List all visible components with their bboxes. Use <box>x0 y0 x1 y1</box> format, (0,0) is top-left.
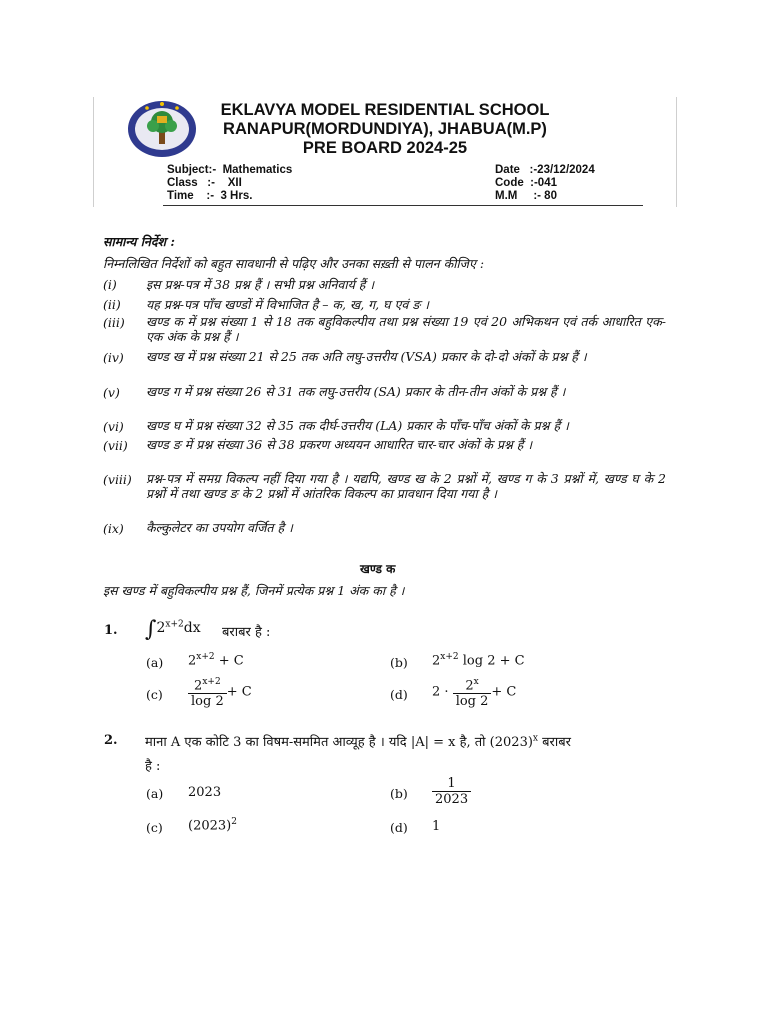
school-name-line2: RANAPUR(MORDUNDIYA), JHABUA(M.P) <box>223 120 547 138</box>
instruction-number: (vi) <box>103 419 124 434</box>
date-label: Date :-23/12/2024 <box>495 164 595 176</box>
instruction-text: यह प्रश्न-पत्र पाँच खण्डों में विभाजित है – क, ख, ग, घ एवं ङ । <box>146 297 429 312</box>
school-logo <box>127 100 197 158</box>
question-2-line1: माना A एक कोटि 3 का विषम-सममित आव्यूह है । यदि |A| = x है, तो $(2023)^x$ बराबर <box>145 733 571 750</box>
instruction-text: खण्ड घ में प्रश्न संख्या 32 से 35 तक दीर्घ-उत्तरीय (LA) प्रकार के पाँच-पाँच अंकों के प्रश्न हैं । <box>146 418 569 433</box>
option-c-expression: $\frac{2^{x+2}}{\log 2}$ + C <box>188 675 252 709</box>
subject-label: Subject:- Mathematics <box>167 164 293 176</box>
instruction-text: खण्ड क में प्रश्न संख्या 1 से 18 तक बहुविकल्पीय तथा प्रश्न संख्या 19 एवं 20 अभिकथन एवं तर्क आधारित एक-एक अंक के प्रश्न हैं । <box>146 314 666 344</box>
fraction: $\frac{2^x}{\log 2}$ <box>453 675 492 709</box>
instruction-text: खण्ड ग में प्रश्न संख्या 26 से 31 तक लघु-उत्तरीय (SA) प्रकार के तीन-तीन अंकों के प्रश्न हैं । <box>146 384 566 399</box>
exam-title: PRE BOARD 2024-25 <box>302 139 468 157</box>
option-b-expression <box>432 776 471 807</box>
fraction: $\frac{1}{2023}$ <box>432 776 471 807</box>
class-label: Class :- XII <box>167 177 242 189</box>
option-b-expression: $2^{x+2}$ log 2 + C <box>432 652 525 669</box>
option-a-expression: $2^{x+2} + C$ <box>188 652 244 669</box>
instruction-number: (vii) <box>103 438 128 453</box>
option-d-value: 1 <box>432 819 441 834</box>
option-label: (a) <box>146 655 164 670</box>
instruction-text: प्रश्न-पत्र में समग्र विकल्प नहीं दिया गया है । यद्यपि, खण्ड ख के 2 प्रश्नों में, खण्ड ग के 3 प्रश्नों में, खण्ड घ के 2 प्रश्नों में तथा खण्ड ङ के 2 प्रश्नों में आंतरिक विकल्प का प्रावधान दिया गया है । <box>146 471 666 501</box>
header-rule <box>163 205 643 206</box>
option-label: (d) <box>390 820 408 835</box>
integral-sign: ∫ <box>145 617 157 642</box>
option-c-expression: $(2023)^2$ <box>188 817 237 834</box>
marks-label: M.M :- 80 <box>495 190 557 202</box>
question-number: 1. <box>104 623 118 638</box>
option-d-expression: 2 · $\frac{2^x}{\log 2}$ + C <box>432 677 517 710</box>
option-a-value: 2023 <box>188 785 222 800</box>
instruction-number: (v) <box>103 385 120 400</box>
instruction-number: (ix) <box>103 521 124 536</box>
instruction-number: (ii) <box>103 297 121 312</box>
right-border <box>676 97 677 207</box>
instructions-title: सामान्य निर्देश : <box>103 234 175 249</box>
instruction-number: (viii) <box>103 472 132 487</box>
instruction-number: (iii) <box>103 315 125 330</box>
code-label: Code :-041 <box>495 177 557 189</box>
instructions-intro: निम्नलिखित निर्देशों को बहुत सावधानी से पढ़िए और उनका सख़्ती से पालन कीजिए : <box>103 256 485 271</box>
question-number: 2. <box>104 733 118 748</box>
school-name-line1: EKLAVYA MODEL RESIDENTIAL SCHOOL <box>220 101 550 119</box>
section-title: खण्ड क <box>360 562 396 576</box>
instruction-text: खण्ड ङ में प्रश्न संख्या 36 से 38 प्रकरण अध्ययन आधारित चार-चार अंकों के प्रश्न हैं । <box>146 437 533 452</box>
question-1-expression: $\int 2^{x+2}dx$ <box>145 617 201 642</box>
section-subtitle: इस खण्ड में बहुविकल्पीय प्रश्न हैं, जिनमें प्रत्येक प्रश्न 1 अंक का है । <box>103 583 405 598</box>
question-1-text: बराबर है : <box>222 625 271 640</box>
option-label: (c) <box>146 687 163 702</box>
instruction-text: इस प्रश्न-पत्र में 38 प्रश्न हैं । सभी प्रश्न अनिवार्य हैं । <box>146 277 375 292</box>
option-label: (b) <box>390 786 408 801</box>
instruction-number: (iv) <box>103 350 124 365</box>
option-label: (c) <box>146 820 163 835</box>
option-label: (a) <box>146 786 164 801</box>
fraction: $\frac{2^{x+2}}{\log 2}$ <box>188 675 227 709</box>
option-label: (b) <box>390 655 408 670</box>
question-2-line2: है : <box>145 759 161 774</box>
instruction-number: (i) <box>103 277 117 292</box>
instruction-text: खण्ड ख में प्रश्न संख्या 21 से 25 तक अति लघु-उत्तरीय (VSA) प्रकार के दो-दो अंकों के प्रश्न हैं । <box>146 349 587 364</box>
left-border <box>93 97 94 207</box>
option-label: (d) <box>390 687 408 702</box>
time-label: Time :- 3 Hrs. <box>167 190 253 202</box>
instruction-text: कैल्कुलेटर का उपयोग वर्जित है । <box>146 520 293 535</box>
